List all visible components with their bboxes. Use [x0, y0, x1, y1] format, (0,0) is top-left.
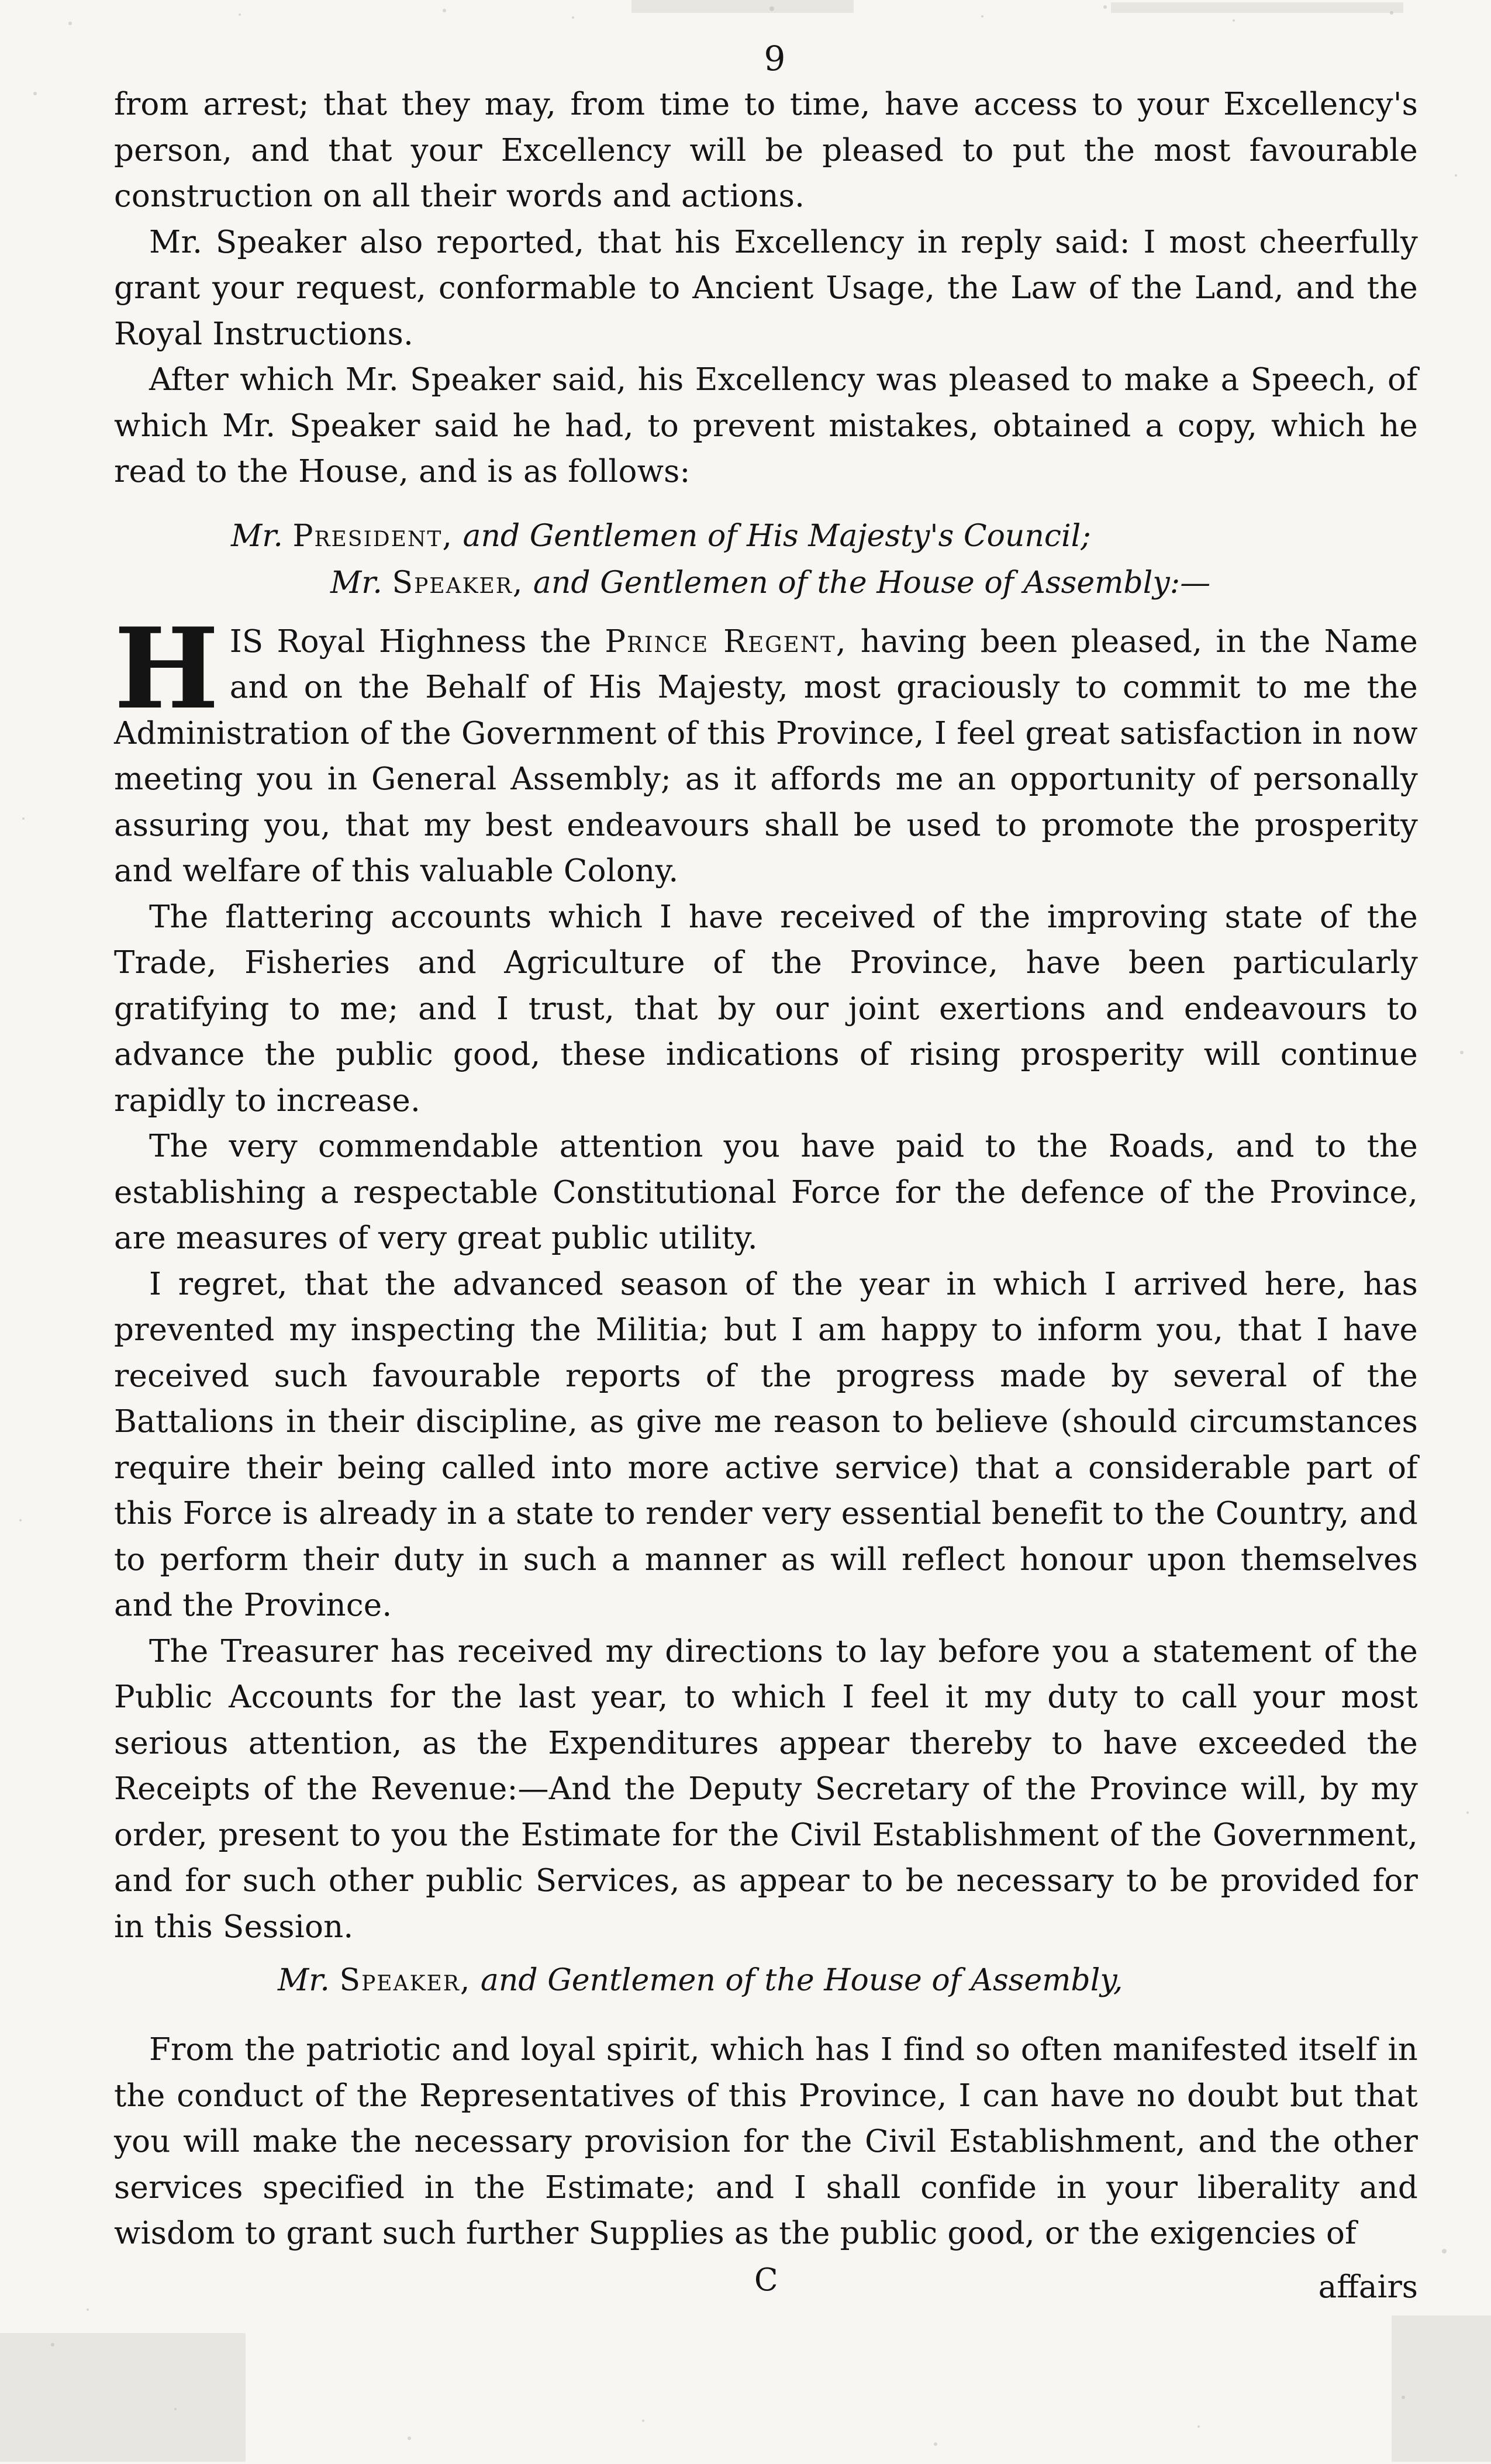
address-assembly-prefix: Mr.	[330, 565, 382, 601]
address-assembly	[114, 560, 1418, 606]
address-assembly-title: Speaker,	[392, 565, 524, 601]
address-council-prefix: Mr.	[231, 518, 283, 554]
paragraph-opening: from arrest; that they may, from time to time, have access to your Excellency's person, and that your Excellency will be pleased to put the most favourable construction on all their words and actions.	[114, 87, 1418, 214]
book-page	[114, 35, 1418, 2304]
page-footer	[114, 2257, 1418, 2304]
page-number: 9	[764, 39, 786, 78]
speech-paragraph-5: The Treasurer has received my directions to lay before you a statement of the Public Accounts for the last year, to which I feel it my duty to call your most serious attention, as the Expenditures appear thereby to have exceeded the Receipts of the Revenue:—And the Deputy Secretary of the Province will, by my order, present to you the Estimate for the Civil Establishment of the Government, and for such other public Services, as appear to be necessary to be provided for in this Session.	[114, 1633, 1418, 1945]
speech-paragraph-6: From the patriotic and loyal spirit, which has I find so often manifested itself in the conduct of the Representatives of this Province, I can have no doubt but that you will make the necessary provision for the Civil Establishment, and the other services specified in the Estimate; and I shall confide in your liberality and wisdom to grant such further Supplies as the public good, or the exigencies of	[114, 2032, 1418, 2251]
address-assembly-rest: and Gentlemen of the House of Assembly:—	[533, 565, 1211, 601]
speech-p1-start: IS Royal Highness the	[229, 623, 592, 660]
signature-mark: C	[754, 2262, 778, 2298]
address-council-title: President,	[292, 518, 453, 554]
speech-paragraph-3: The very commendable attention you have paid to the Roads, and to the establishing a respectable Constitutional Force for the defence of the Province, are measures of very great public utility.	[114, 1129, 1418, 1256]
address-assembly-2-rest: and Gentlemen of the House of Assembly,	[480, 1963, 1123, 1998]
speech-p1-prince-regent: Prince Regent,	[605, 623, 847, 660]
speech-paragraph-2: The flattering accounts which I have received of the improving state of the Trade, Fisheries and Agriculture of the Province, have been particularly gratifying to me; and I trust, that by our joint exertions and endeavours to advance the public good, these indications of rising prosperity will continue rapidly to increase.	[114, 899, 1418, 1119]
speech-paragraph-4: I regret, that the advanced season of the year in which I arrived here, has prevented my inspecting the Militia; but I am happy to inform you, that I have received such favourable reports of the progress made by several of the Battalions in their discipline, as give me reason to believe (should circumstances require their being called into more active service) that a considerable part of this Force is already in a state to render very essential benefit to the Country, and to perform their duty in such a manner as will reflect honour upon themselves and the Province.	[114, 1266, 1418, 1623]
paragraph-after-which: After which Mr. Speaker said, his Excellency was pleased to make a Speech, of which Mr. Speaker said he had, to prevent mistakes, obtained a copy, which he read to the House, and is as follows:	[114, 362, 1418, 489]
speech-paragraph-1	[114, 603, 1418, 895]
drop-cap: H	[114, 603, 219, 734]
speech-p1-rest: having been pleased, in the Name and on the Behalf of His Majesty, most graciously to commit to me the Administration of the Government of this Province, I feel great satisfaction in now meeting you in General Assembly; as it affords me an opportunity of personally assuring you, that my best endeavours shall be used to promote the prosperity and welfare of this valuable Colony.	[114, 623, 1418, 889]
address-assembly-2-prefix: Mr.	[278, 1963, 330, 1998]
address-assembly-2-title: Speaker,	[339, 1963, 471, 1998]
address-council-rest: and Gentlemen of His Majesty's Council;	[463, 518, 1091, 554]
address-council	[114, 513, 1418, 560]
catchword: affairs	[1318, 2269, 1418, 2305]
paragraph-speaker-reply: Mr. Speaker also reported, that his Excellency in reply said: I most cheerfully grant your request, conformable to Ancient Usage, the Law of the Land, and the Royal Instructions.	[114, 224, 1418, 352]
address-assembly-second	[114, 1957, 1418, 2004]
